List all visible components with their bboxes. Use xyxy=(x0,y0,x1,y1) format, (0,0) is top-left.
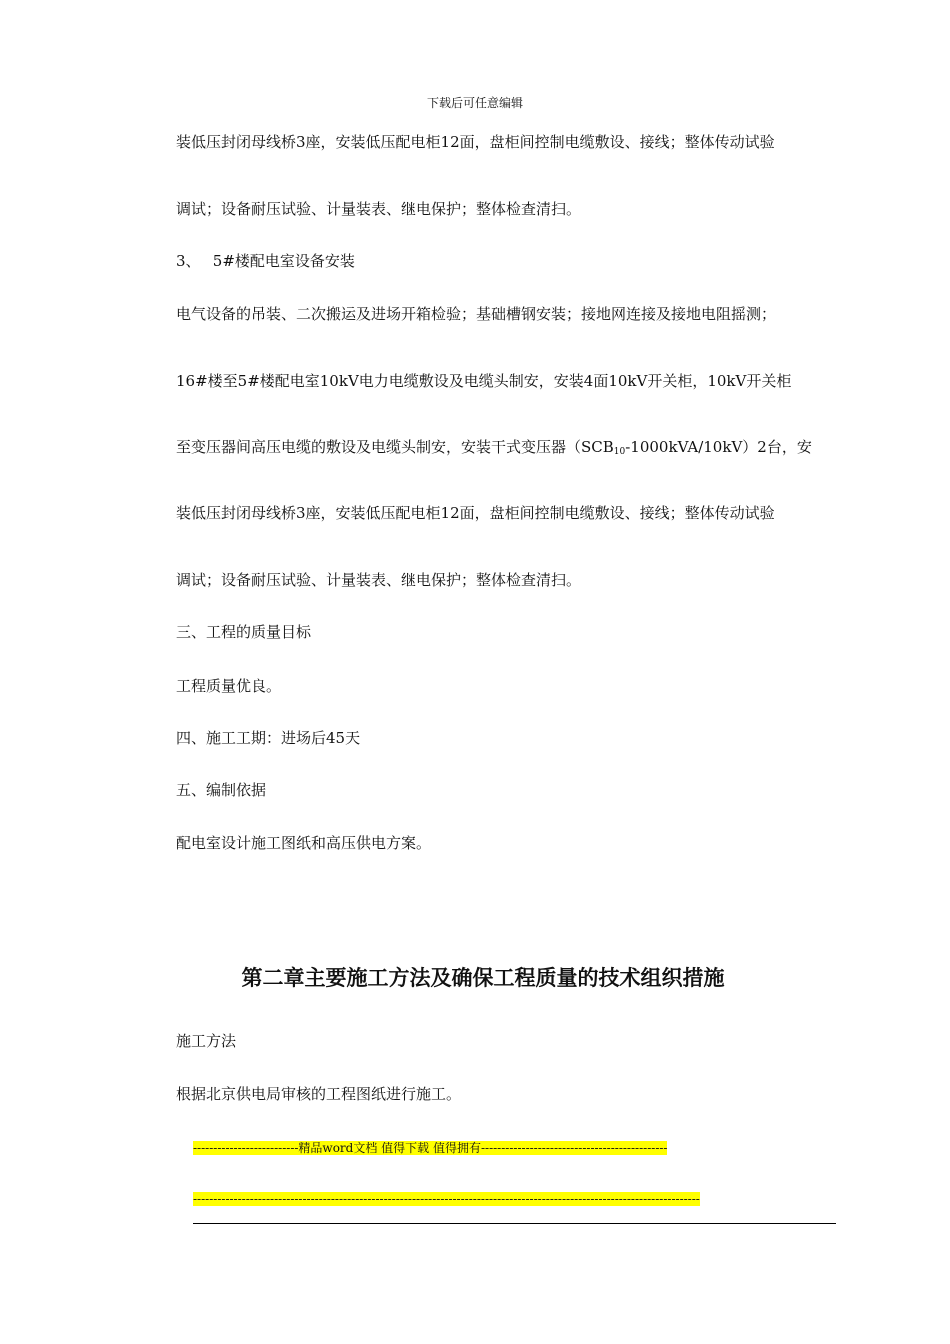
body-line-5: 16#楼至5#楼配电室10kV电力电缆敷设及电缆头制安，安装4面10kV开关柜，10kV开关柜 xyxy=(176,372,792,390)
body-line-2: 调试；设备耐压试验、计量装表、继电保护；整体检查清扫。 xyxy=(176,200,582,218)
line6-subscript: 10 xyxy=(613,447,626,457)
line6-before: 至变压器间高压电缆的敷设及电缆头制安，安装干式变压器（SCB xyxy=(176,438,614,456)
body-line-basis: 配电室设计施工图纸和高压供电方案。 xyxy=(176,834,432,852)
footer-rule xyxy=(193,1223,836,1224)
section-heading-3: 3、 5#楼配电室设备安装 xyxy=(176,252,355,270)
body-line-4: 电气设备的吊装、二次搬运及进场开箱检验；基础槽钢安装；接地网连接及接地电阻摇测； xyxy=(176,305,777,323)
page-header: 下载后可任意编辑 xyxy=(426,96,523,110)
body-line-8: 调试；设备耐压试验、计量装表、继电保护；整体检查清扫。 xyxy=(176,571,582,589)
footer-dashes-text: ----------------------------------------------------------------------------------------------------------------------------- xyxy=(193,1192,700,1206)
section-heading-basis: 五、编制依据 xyxy=(176,781,267,799)
subheading-method: 施工方法 xyxy=(176,1032,237,1050)
body-line-6 xyxy=(176,437,866,462)
chapter-title: 第二章主要施工方法及确保工程质量的技术组织措施 xyxy=(241,966,725,990)
line6-after: -1000kVA/10kV）2台，安 xyxy=(625,438,812,456)
section-heading-schedule: 四、施工工期：进场后45天 xyxy=(176,729,361,747)
body-line-1: 装低压封闭母线桥3座，安装低压配电柜12面，盘柜间控制电缆敷设、接线；整体传动试验 xyxy=(176,133,775,151)
footer-banner xyxy=(193,1142,835,1155)
body-line-method: 根据北京供电局审核的工程图纸进行施工。 xyxy=(176,1085,462,1103)
body-line-7: 装低压封闭母线桥3座，安装低压配电柜12面，盘柜间控制电缆敷设、接线；整体传动试验 xyxy=(176,504,775,522)
body-line-quality: 工程质量优良。 xyxy=(176,677,282,695)
footer-dashes xyxy=(193,1193,835,1206)
section-heading-quality: 三、工程的质量目标 xyxy=(176,623,312,641)
footer-banner-text: --------------------------精品word文档 值得下载 值得拥有---------------------------------------------- xyxy=(193,1141,668,1155)
